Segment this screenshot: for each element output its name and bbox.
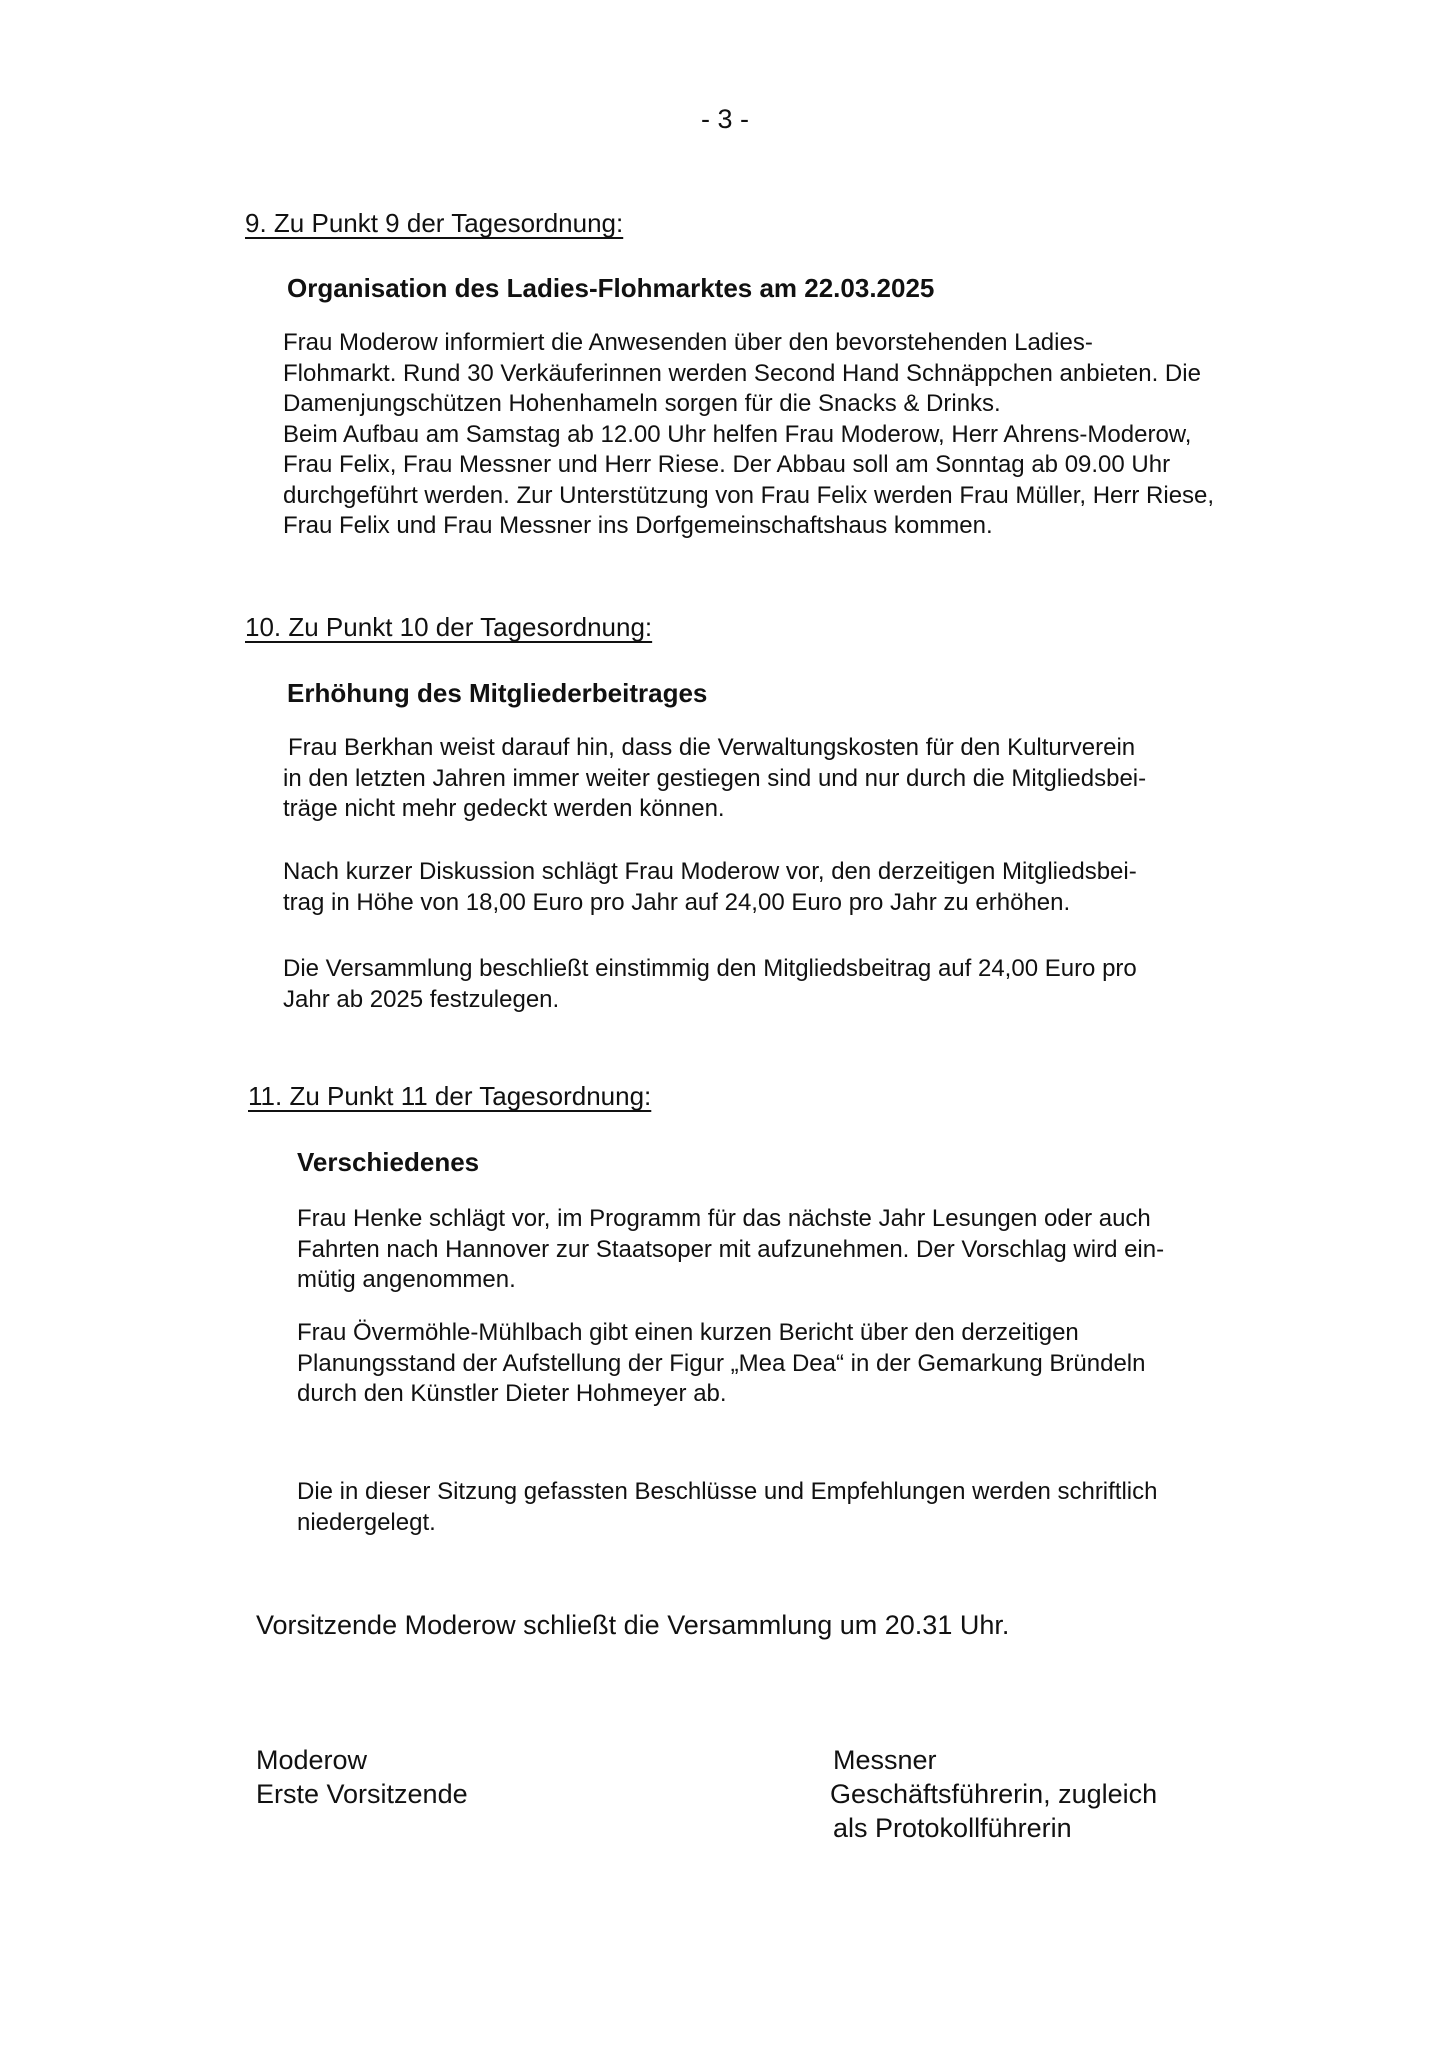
signature-name: Messner <box>833 1745 937 1775</box>
text-line: niedergelegt. <box>297 1508 436 1536</box>
signature-name: Moderow <box>256 1745 368 1775</box>
section-10-paragraph-3 <box>283 954 1137 1015</box>
signature-chair <box>256 1743 468 1811</box>
closing-statement: Vorsitzende Moderow schließt die Versammlung um 20.31 Uhr. <box>256 1610 1010 1640</box>
text-line: Frau Felix, Frau Messner und Herr Riese. Der Abbau soll am Sonntag ab 09.00 Uhr <box>283 451 1171 478</box>
page-number: - 3 - <box>700 104 749 134</box>
section-9-heading: 9. Zu Punkt 9 der Tagesordnung: <box>245 208 624 238</box>
section-10-paragraph-1 <box>283 733 1146 825</box>
section-11-paragraph-2 <box>297 1318 1145 1410</box>
text-line: träge nicht mehr gedeckt werden können. <box>283 795 725 822</box>
signature-secretary <box>830 1743 1157 1845</box>
text-line: Frau Felix und Frau Messner ins Dorfgemeinschaftshaus kommen. <box>283 512 993 539</box>
text-line: mütig angenommen. <box>297 1266 516 1293</box>
section-9-title: Organisation des Ladies-Flohmarktes am 22.03.2025 <box>287 273 935 303</box>
section-11-title: Verschiedenes <box>297 1147 480 1177</box>
signature-role: als Protokollführerin <box>833 1813 1072 1843</box>
text-line: Planungsstand der Aufstellung der Figur „Mea Dea“ in der Gemarkung Bründeln <box>297 1349 1146 1377</box>
text-line: Beim Aufbau am Samstag ab 12.00 Uhr helfen Frau Moderow, Herr Ahrens-Moderow, <box>283 420 1192 448</box>
text-line: Die in dieser Sitzung gefassten Beschlüsse und Empfehlungen werden schriftlich <box>297 1478 1158 1505</box>
section-11-heading: 11. Zu Punkt 11 der Tagesordnung: <box>248 1081 652 1111</box>
section-11-paragraph-1 <box>297 1204 1164 1296</box>
text-line: in den letzten Jahren immer weiter gestiegen sind und nur durch die Mitgliedsbei- <box>283 764 1147 792</box>
section-10-title: Erhöhung des Mitgliederbeitrages <box>287 678 708 708</box>
text-line: Jahr ab 2025 festzulegen. <box>283 985 560 1013</box>
text-line: Frau Moderow informiert die Anwesenden über den bevorstehenden Ladies- <box>283 329 1093 356</box>
text-line: Fahrten nach Hannover zur Staatsoper mit aufzunehmen. Der Vorschlag wird ein- <box>297 1235 1165 1263</box>
section-9-paragraph <box>283 328 1214 542</box>
text-line: Flohmarkt. Rund 30 Verkäuferinnen werden Second Hand Schnäppchen anbieten. Die <box>283 359 1201 387</box>
text-line: durchgeführt werden. Zur Unterstützung von Frau Felix werden Frau Müller, Herr Riese, <box>283 481 1215 509</box>
text-line: Die Versammlung beschließt einstimmig den Mitgliedsbeitrag auf 24,00 Euro pro <box>283 955 1137 982</box>
text-line: Frau Berkhan weist darauf hin, dass die Verwaltungskosten für den Kulturverein <box>288 734 1136 761</box>
section-10-paragraph-2 <box>283 857 1137 918</box>
text-line: Nach kurzer Diskussion schlägt Frau Moderow vor, den derzeitigen Mitgliedsbei- <box>283 858 1137 885</box>
text-line: trag in Höhe von 18,00 Euro pro Jahr auf 24,00 Euro pro Jahr zu erhöhen. <box>283 888 1071 916</box>
text-line: Frau Henke schlägt vor, im Programm für das nächste Jahr Lesungen oder auch <box>297 1205 1151 1232</box>
signature-role: Geschäftsführerin, zugleich <box>830 1779 1158 1809</box>
text-line: durch den Künstler Dieter Hohmeyer ab. <box>297 1380 727 1407</box>
signature-role: Erste Vorsitzende <box>256 1779 468 1809</box>
section-11-paragraph-3 <box>297 1477 1157 1538</box>
text-line: Frau Övermöhle-Mühlbach gibt einen kurzen Bericht über den derzeitigen <box>297 1319 1079 1346</box>
section-10-heading: 10. Zu Punkt 10 der Tagesordnung: <box>245 612 653 642</box>
text-line: Damenjungschützen Hohenhameln sorgen für die Snacks & Drinks. <box>283 390 1001 417</box>
